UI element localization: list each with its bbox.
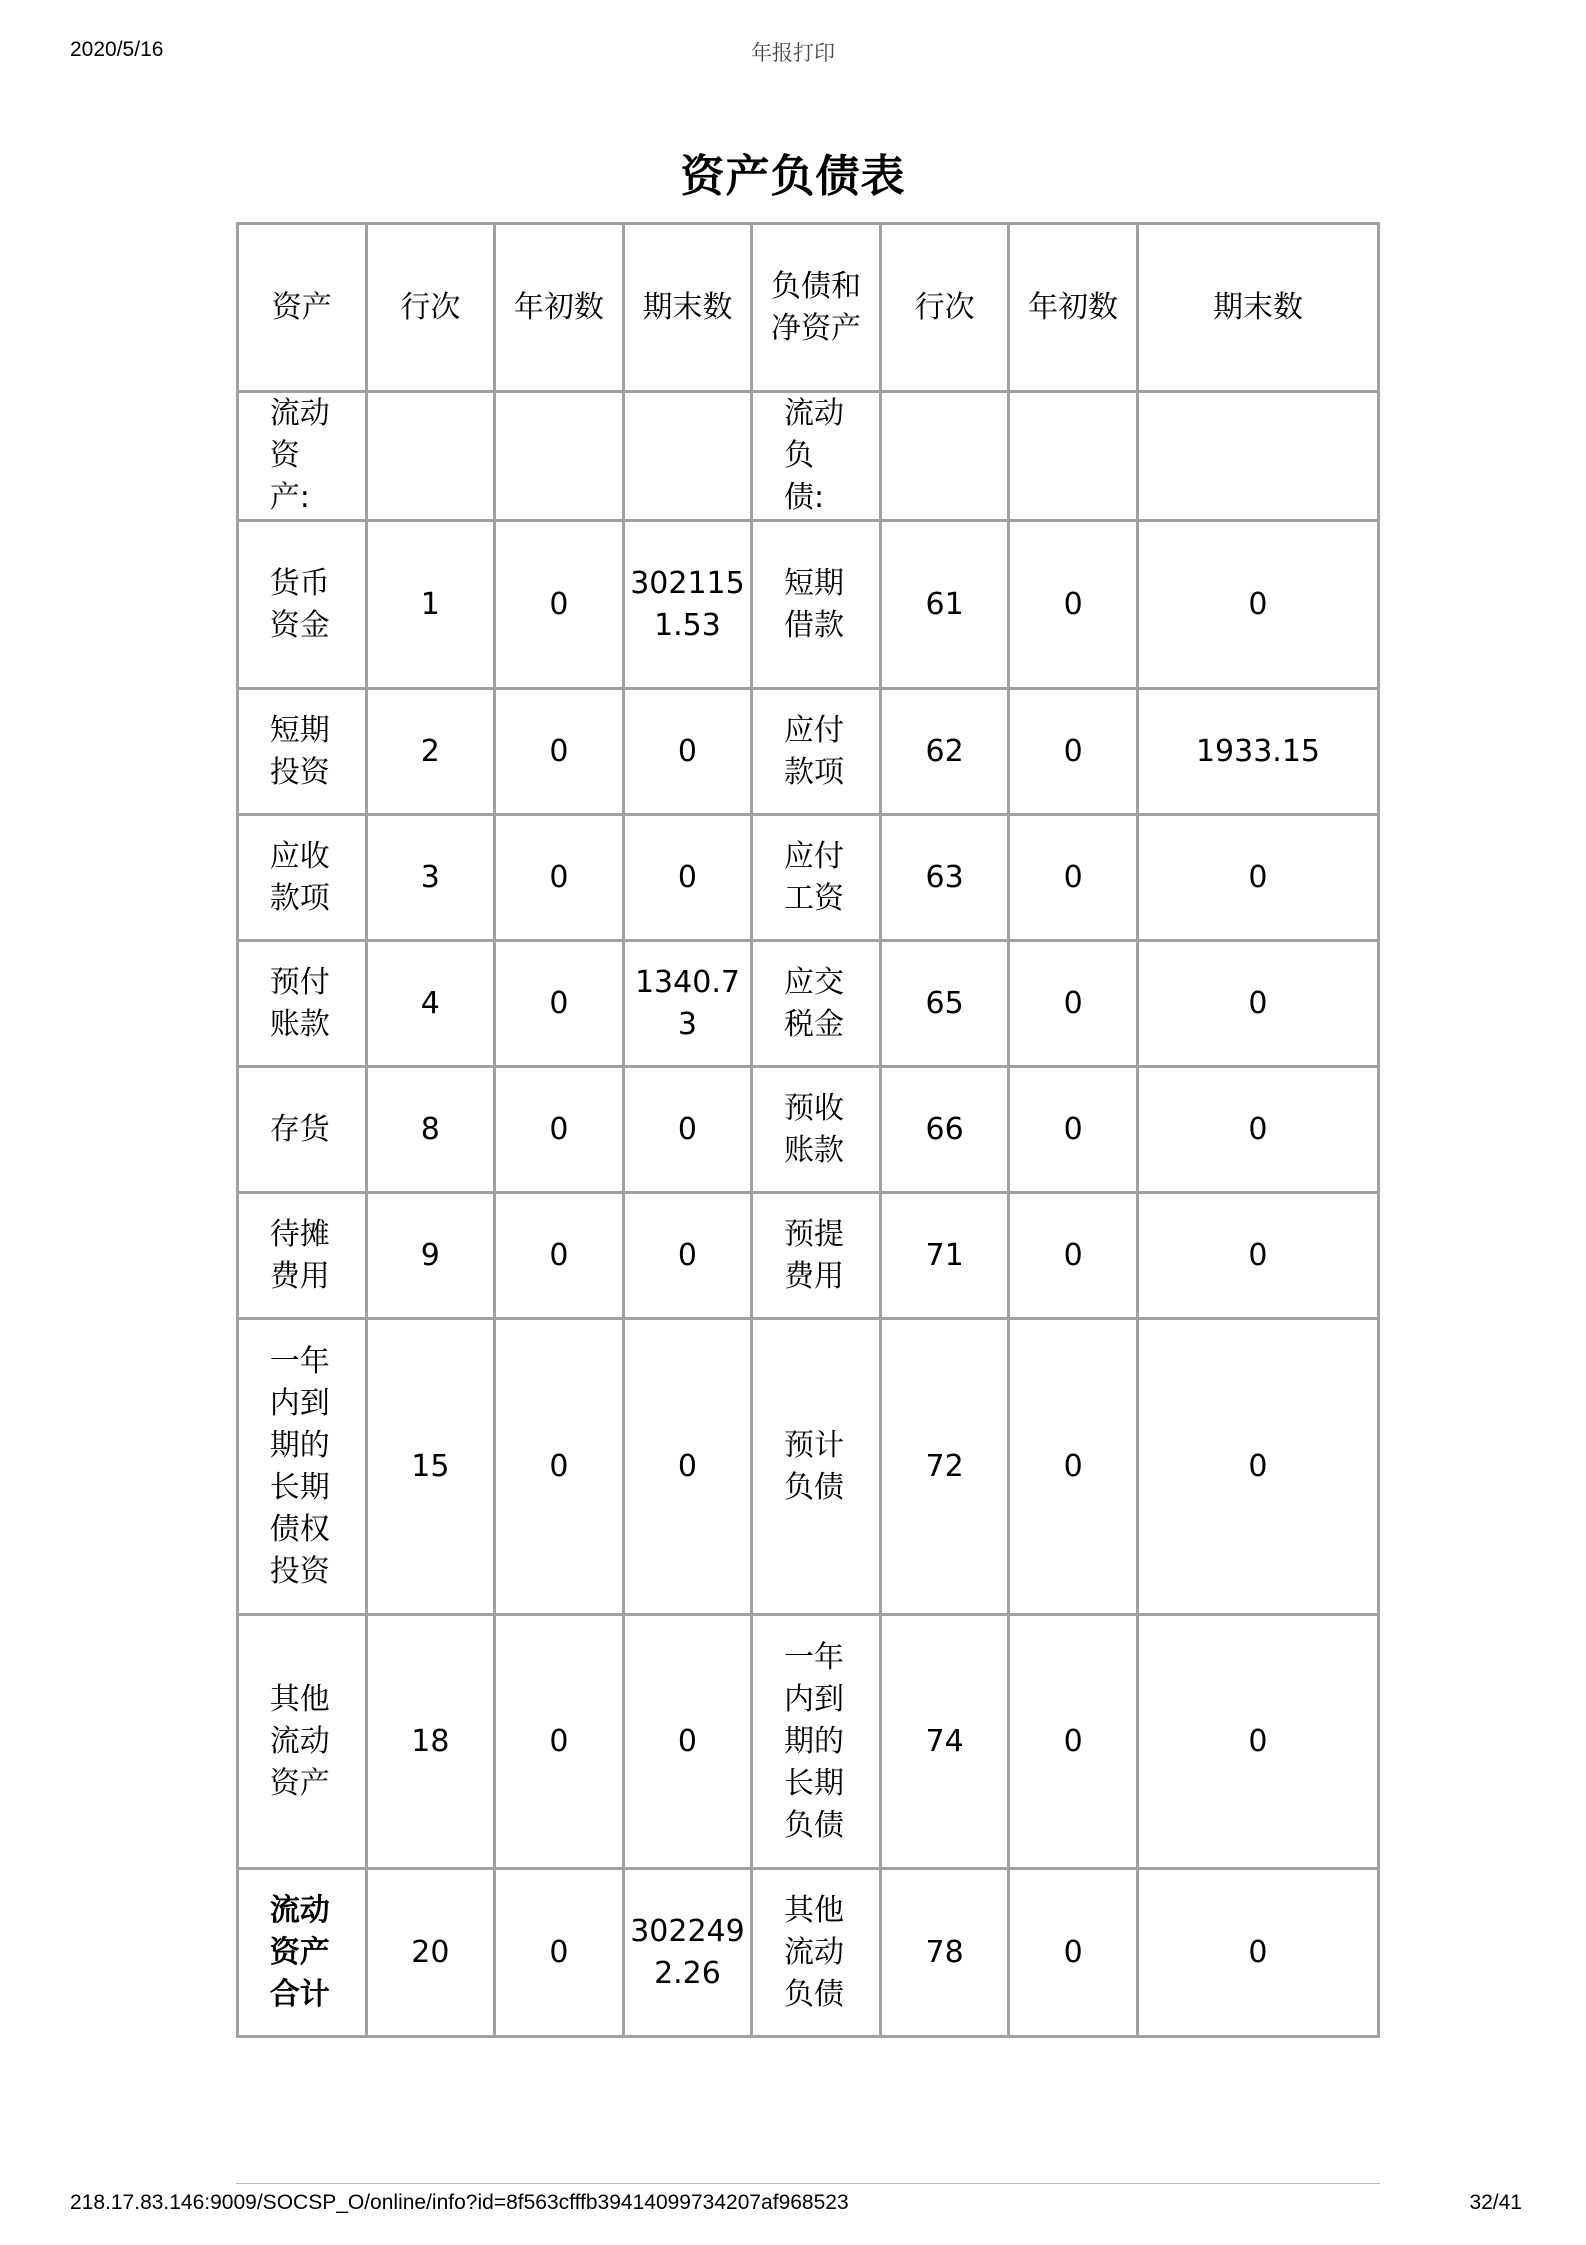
table-cell: 66: [880, 1067, 1009, 1193]
cell-label: 流动资产合计: [269, 1892, 330, 2012]
table-cell: 1: [366, 521, 495, 689]
table-cell: 0: [495, 1869, 624, 2037]
table-cell: 0: [623, 1193, 752, 1319]
table-cell: 2: [366, 689, 495, 815]
table-cell: [238, 1193, 367, 1319]
table-cell: 9: [366, 1193, 495, 1319]
cell-label: 应付款项: [784, 712, 845, 790]
table-cell: 0: [1009, 1615, 1138, 1869]
cell-label: 预收账款: [784, 1090, 845, 1168]
balance-sheet-table: [236, 222, 1380, 2038]
table-cell: 0: [495, 1067, 624, 1193]
table-cell: 0: [1137, 1869, 1378, 2037]
column-header: 行次: [366, 224, 495, 392]
table-cell: 0: [1009, 815, 1138, 941]
table-cell: 4: [366, 941, 495, 1067]
cell-label: 其他流动负债: [784, 1892, 845, 2012]
cell-label: 流动资产:: [269, 396, 330, 515]
column-header: 资产: [238, 224, 367, 392]
table-cell: 0: [1009, 1067, 1138, 1193]
table-cell: 0: [1137, 941, 1378, 1067]
table-row: [238, 815, 1379, 941]
table-cell: 0: [1137, 1615, 1378, 1869]
table-cell: 3022492.26: [623, 1869, 752, 2037]
table-cell: [1009, 392, 1138, 521]
cell-label: 预计负债: [784, 1427, 845, 1505]
table-cell: 0: [1137, 1193, 1378, 1319]
cell-label: 货币资金: [269, 565, 330, 643]
table-cell: 0: [1009, 1319, 1138, 1615]
cell-label: 应交税金: [784, 964, 845, 1042]
column-header: 行次: [880, 224, 1009, 392]
page-title: 资产负债表: [680, 151, 906, 202]
table-cell: [752, 1067, 881, 1193]
print-header-title: 年报打印: [751, 41, 835, 65]
cell-label: 一年内到期的长期负债: [784, 1639, 845, 1843]
table-cell: 65: [880, 941, 1009, 1067]
footer-divider: [236, 2183, 1380, 2184]
table-cell: [752, 941, 881, 1067]
table-cell: [238, 1615, 367, 1869]
cell-label: 待摊费用: [269, 1216, 330, 1294]
table-cell: 0: [1137, 1067, 1378, 1193]
table-row: [238, 1869, 1379, 2037]
column-header: 年初数: [1009, 224, 1138, 392]
table-cell: 0: [1009, 1193, 1138, 1319]
cell-label: 应付工资: [784, 838, 845, 916]
table-cell: [623, 392, 752, 521]
table-cell: 0: [623, 689, 752, 815]
cell-label: 预提费用: [784, 1216, 845, 1294]
table-cell: [495, 392, 624, 521]
table-header-row: [238, 224, 1379, 392]
cell-label: 预付账款: [269, 964, 330, 1042]
table-cell: 0: [495, 1193, 624, 1319]
cell-label: 短期投资: [269, 712, 330, 790]
table-cell: [880, 392, 1009, 521]
table-cell: 0: [1137, 1319, 1378, 1615]
table-cell: [366, 392, 495, 521]
table-cell: 0: [623, 1067, 752, 1193]
table-cell: [238, 392, 367, 521]
cell-label: 一年内到期的长期债权投资: [269, 1343, 330, 1589]
table-cell: [752, 1869, 881, 2037]
table-cell: 0: [495, 1615, 624, 1869]
table-cell: 78: [880, 1869, 1009, 2037]
table-cell: 0: [623, 815, 752, 941]
column-header: 期末数: [623, 224, 752, 392]
table-cell: 8: [366, 1067, 495, 1193]
table-cell: [238, 815, 367, 941]
table-row: [238, 1319, 1379, 1615]
table-cell: 62: [880, 689, 1009, 815]
column-header: 年初数: [495, 224, 624, 392]
table-cell: [238, 941, 367, 1067]
table-cell: 0: [495, 689, 624, 815]
table-row: [238, 1615, 1379, 1869]
table-cell: 0: [495, 941, 624, 1067]
table-cell: [238, 521, 367, 689]
table-cell: [1137, 392, 1378, 521]
cell-label: 短期借款: [784, 565, 845, 643]
table-cell: 0: [1137, 521, 1378, 689]
table-cell: [752, 521, 881, 689]
table-cell: 0: [1009, 1869, 1138, 2037]
table-cell: [238, 1067, 367, 1193]
page-number: 32/41: [1469, 2191, 1522, 2214]
cell-label: 流动负债:: [784, 396, 845, 515]
table-cell: 61: [880, 521, 1009, 689]
table-cell: [752, 815, 881, 941]
table-cell: [238, 689, 367, 815]
table-cell: 74: [880, 1615, 1009, 1869]
print-date: 2020/5/16: [70, 38, 164, 61]
table-row: [238, 1193, 1379, 1319]
table-row: [238, 1067, 1379, 1193]
table-row: [238, 521, 1379, 689]
table-row: [238, 941, 1379, 1067]
cell-label: 存货: [269, 1111, 330, 1147]
cell-label: 应收款项: [269, 838, 330, 916]
table-cell: [238, 1319, 367, 1615]
table-cell: 0: [1009, 521, 1138, 689]
table-cell: [752, 392, 881, 521]
column-header: 期末数: [1137, 224, 1378, 392]
table-cell: 0: [623, 1319, 752, 1615]
cell-label: 其他流动资产: [269, 1681, 330, 1801]
table-cell: 0: [623, 1615, 752, 1869]
table-cell: 1933.15: [1137, 689, 1378, 815]
table-cell: 0: [495, 521, 624, 689]
table-cell: [752, 1193, 881, 1319]
table-cell: 18: [366, 1615, 495, 1869]
table-cell: 3: [366, 815, 495, 941]
table-cell: [238, 1869, 367, 2037]
table-cell: 20: [366, 1869, 495, 2037]
table-cell: 1340.73: [623, 941, 752, 1067]
table-cell: [752, 1615, 881, 1869]
column-header: 负债和净资产: [752, 224, 881, 392]
table-cell: 0: [495, 815, 624, 941]
table-cell: 72: [880, 1319, 1009, 1615]
table-cell: 0: [1009, 689, 1138, 815]
table-cell: 15: [366, 1319, 495, 1615]
table-cell: 0: [1009, 941, 1138, 1067]
table-cell: 3021151.53: [623, 521, 752, 689]
table-cell: [752, 1319, 881, 1615]
table-cell: [752, 689, 881, 815]
table-cell: 63: [880, 815, 1009, 941]
table-row: [238, 392, 1379, 521]
table-cell: 0: [495, 1319, 624, 1615]
table-cell: 71: [880, 1193, 1009, 1319]
table-row: [238, 689, 1379, 815]
table-cell: 0: [1137, 815, 1378, 941]
footer-url: 218.17.83.146:9009/SOCSP_O/online/info?id=8f563cfffb39414099734207af968523: [70, 2191, 849, 2214]
